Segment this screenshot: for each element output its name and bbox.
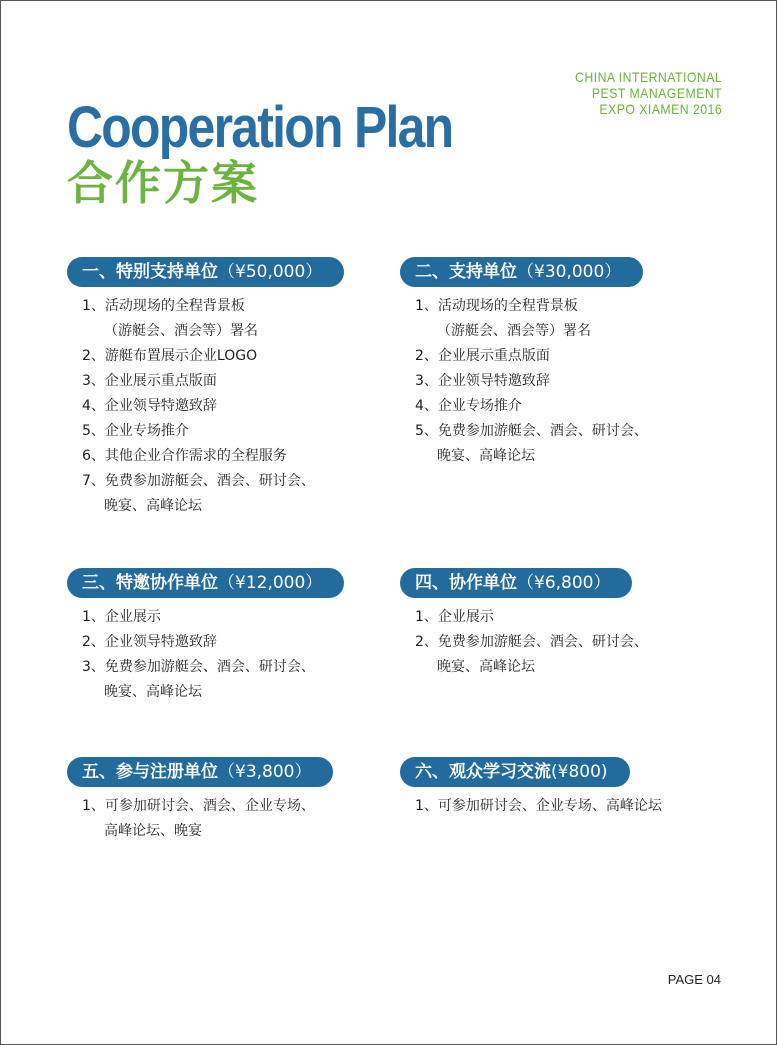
benefit-text: 3、企业展示重点版面	[82, 373, 217, 389]
benefit-item	[82, 469, 387, 519]
expo-line-1: CHINA INTERNATIONAL	[574, 69, 722, 85]
plan-name: 五、参与注册单位	[82, 762, 218, 782]
benefit-item	[415, 369, 720, 394]
plan-heading	[67, 257, 344, 287]
plan-name: 四、协作单位	[415, 573, 517, 593]
benefit-text: 5、企业专场推介	[82, 423, 189, 439]
benefit-item	[415, 419, 720, 469]
benefit-text: 1、活动现场的全程背景板	[415, 298, 578, 314]
benefit-item	[82, 294, 387, 344]
page-title-chinese: 合作方案	[67, 156, 259, 210]
plan-price: （¥3,800）	[218, 762, 312, 782]
benefit-item	[82, 394, 387, 419]
plan-cooperation	[400, 568, 720, 680]
benefit-item	[415, 630, 720, 680]
plan-invited-cooperation	[67, 568, 387, 705]
plan-benefits	[67, 605, 387, 705]
benefit-text: 5、免费参加游艇会、酒会、研讨会、	[415, 423, 648, 439]
plan-name: 三、特邀协作单位	[82, 573, 218, 593]
plan-price: （¥6,800）	[517, 573, 611, 593]
page-title-english: Cooperation Plan	[67, 95, 453, 160]
plan-heading	[400, 757, 630, 787]
benefit-item	[82, 419, 387, 444]
benefit-text: 1、可参加研讨会、酒会、企业专场、	[82, 798, 315, 814]
benefit-item	[82, 605, 387, 630]
benefit-item	[82, 630, 387, 655]
benefit-text: 2、企业展示重点版面	[415, 348, 550, 364]
benefit-text: 2、企业领导特邀致辞	[82, 634, 217, 650]
expo-name	[575, 69, 722, 117]
plan-benefits	[400, 794, 720, 819]
plan-registration	[67, 757, 387, 844]
plan-benefits	[400, 605, 720, 680]
plan-price: （¥50,000）	[218, 262, 323, 282]
benefit-text-continued: （游艇会、酒会等）署名	[104, 323, 258, 339]
plan-heading	[400, 257, 643, 287]
benefit-text: 3、企业领导特邀致辞	[415, 373, 550, 389]
benefit-text: 7、免费参加游艇会、酒会、研讨会、	[82, 473, 315, 489]
plan-audience	[400, 757, 720, 819]
plan-support	[400, 257, 720, 469]
benefit-text: 1、企业展示	[82, 609, 161, 625]
benefit-text: 2、游艇布置展示企业LOGO	[82, 348, 258, 364]
benefit-item	[82, 369, 387, 394]
benefit-text-continued: 晚宴、高峰论坛	[104, 684, 202, 700]
plan-name: 一、特别支持单位	[82, 262, 218, 282]
benefit-item	[82, 655, 387, 705]
benefit-item	[82, 794, 387, 844]
benefit-item	[415, 394, 720, 419]
plan-heading	[67, 568, 344, 598]
plan-price: （¥30,000）	[517, 262, 622, 282]
plan-name: 六、观众学习交流	[415, 762, 551, 782]
benefit-text: 6、其他企业合作需求的全程服务	[82, 448, 287, 464]
plan-price: （¥12,000）	[218, 573, 323, 593]
benefit-text-continued: 晚宴、高峰论坛	[104, 498, 202, 514]
benefit-item	[415, 294, 720, 344]
benefit-text-continued: 晚宴、高峰论坛	[437, 448, 535, 464]
benefit-item	[415, 794, 720, 819]
plan-benefits	[67, 294, 387, 519]
benefit-text-continued: （游艇会、酒会等）署名	[437, 323, 591, 339]
plan-heading	[67, 757, 333, 787]
benefit-text: 3、免费参加游艇会、酒会、研讨会、	[82, 659, 315, 675]
benefit-text-continued: 高峰论坛、晚宴	[104, 823, 202, 839]
benefit-text: 1、可参加研讨会、企业专场、高峰论坛	[415, 798, 662, 814]
benefit-text: 4、企业专场推介	[415, 398, 522, 414]
expo-line-3: EXPO XIAMEN 2016	[599, 101, 722, 117]
benefit-text: 1、企业展示	[415, 609, 494, 625]
benefit-text: 2、免费参加游艇会、酒会、研讨会、	[415, 634, 648, 650]
plan-name: 二、支持单位	[415, 262, 517, 282]
plan-price: (¥800)	[551, 762, 608, 782]
expo-line-2: PEST MANAGEMENT	[591, 85, 722, 101]
benefit-text-continued: 晚宴、高峰论坛	[437, 659, 535, 675]
benefit-item	[82, 444, 387, 469]
plan-benefits	[400, 294, 720, 469]
benefit-item	[415, 344, 720, 369]
plan-benefits	[67, 794, 387, 844]
plan-special-support	[67, 257, 387, 519]
page-number: PAGE 04	[667, 972, 721, 987]
benefit-item	[82, 344, 387, 369]
benefit-text: 4、企业领导特邀致辞	[82, 398, 217, 414]
benefit-item	[415, 605, 720, 630]
benefit-text: 1、活动现场的全程背景板	[82, 298, 245, 314]
plan-heading	[400, 568, 632, 598]
